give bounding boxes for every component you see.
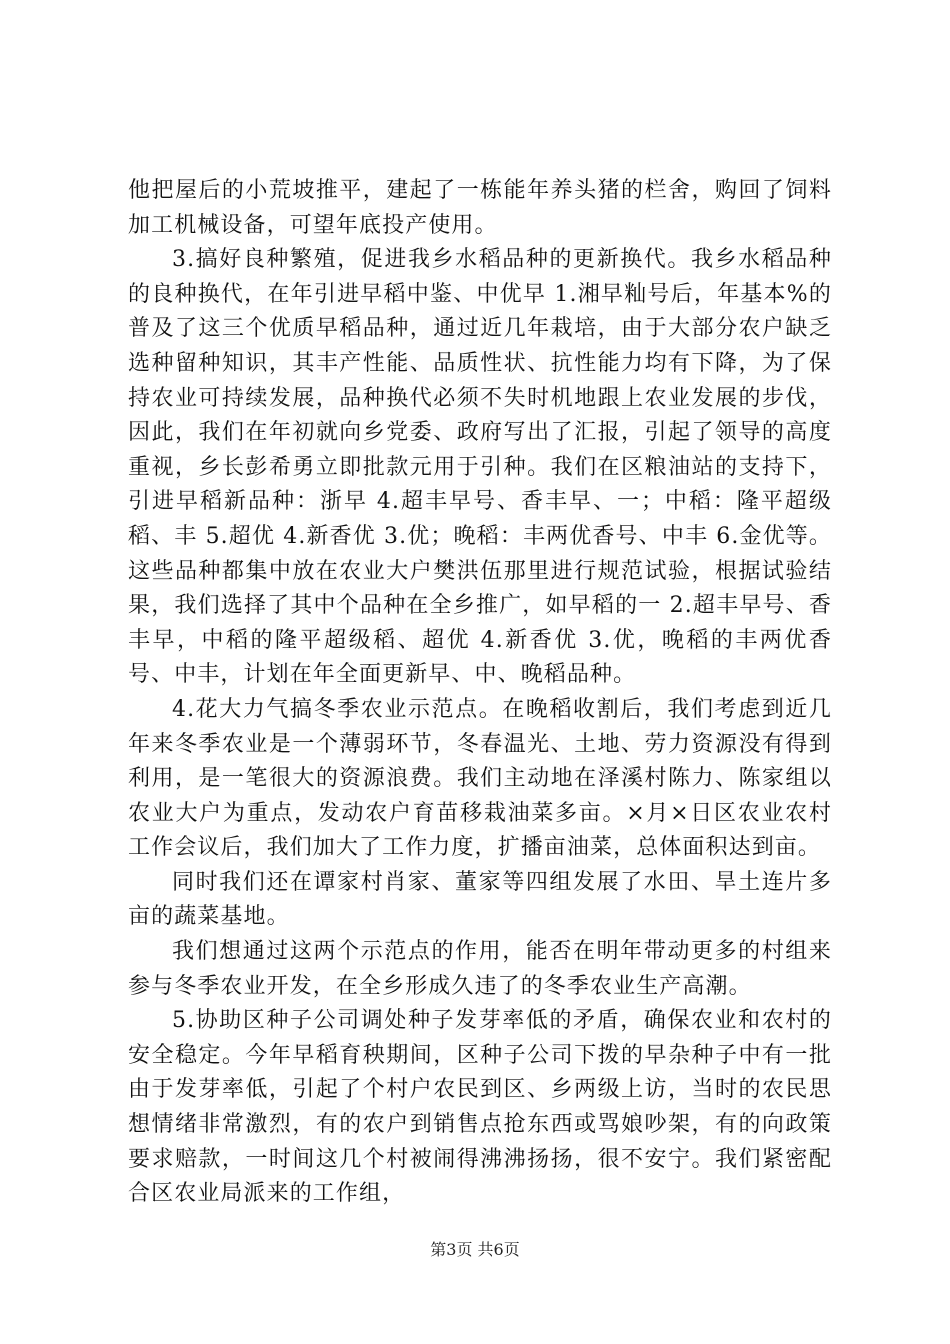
paragraph-item-5-seed-dispute: 5.协助区种子公司调处种子发芽率低的矛盾，确保农业和农村的安全稳定。今年早稻育秧期间，区种子公司下拨的早杂种子中有一批由于发芽率低，引起了个村户农民到区、乡两级上访，当时的农民思想情绪非常激烈，有的农户到销售点抢东西或骂娘吵架，有的向政策要求赔款，一时间这几个村被闹得沸沸扬扬，很不安宁。我们紧密配合区农业局派来的工作组， [128, 1008, 832, 1207]
paragraph-item-3-seed-breeding: 3.搞好良种繁殖，促进我乡水稻品种的更新换代。我乡水稻品种的良种换代，在年引进早稻中鉴、中优早 1.湘早籼号后，年基本%的普及了这三个优质早稻品种，通过近几年栽培，由于大部分农户缺乏选种留种知识，其丰产性能、品质性状、抗性能力均有下降，为了保持农业可持续发展，品种换代必须不失时机地跟上农业发展的步伐，因此，我们在年初就向乡党委、政府写出了汇报，引起了领导的高度重视，乡长彭希勇立即批款元用于引种。我们在区粮油站的支持下，引进早稻新品种：浙早 4.超丰早号、香丰早、一；中稻：隆平超级稻、丰 5.超优 4.新香优 3.优；晚稻：丰两优香号、中丰 6.金优等。这些品种都集中放在农业大户樊洪伍那里进行规范试验，根据试验结果，我们选择了其中个品种在全乡推广，如早稻的一 2.超丰早号、香丰早，中稻的隆平超级稻、超优 4.新香优 3.优，晚稻的丰两优香号、中丰，计划在年全面更新早、中、晚稻品种。 [128, 247, 832, 688]
document-body [128, 174, 832, 1212]
paragraph-continuation: 他把屋后的小荒坡推平，建起了一栋能年养头猪的栏舍，购回了饲料加工机械设备，可望年底投产使用。 [128, 178, 832, 238]
paragraph-vegetable-base: 同时我们还在谭家村肖家、董家等四组发展了水田、旱土连片多亩的蔬菜基地。 [128, 869, 832, 930]
page-number-label: 第3页 共6页 [430, 1240, 520, 1259]
paragraph-item-4-winter-demo: 4.花大力气搞冬季农业示范点。在晚稻收割后，我们考虑到近几年来冬季农业是一个薄弱环节，冬春温光、土地、劳力资源没有得到利用，是一笔很大的资源浪费。我们主动地在泽溪村陈力、陈家组以农业大户为重点，发动农户育苗移栽油菜多亩。×月×日区农业农村工作会议后，我们加大了工作力度，扩播亩油菜，总体面积达到亩。 [128, 696, 832, 861]
paragraph-demo-purpose: 我们想通过这两个示范点的作用，能否在明年带动更多的村组来参与冬季农业开发，在全乡形成久违了的冬季农业生产高潮。 [128, 939, 832, 999]
page-footer [0, 1240, 950, 1260]
